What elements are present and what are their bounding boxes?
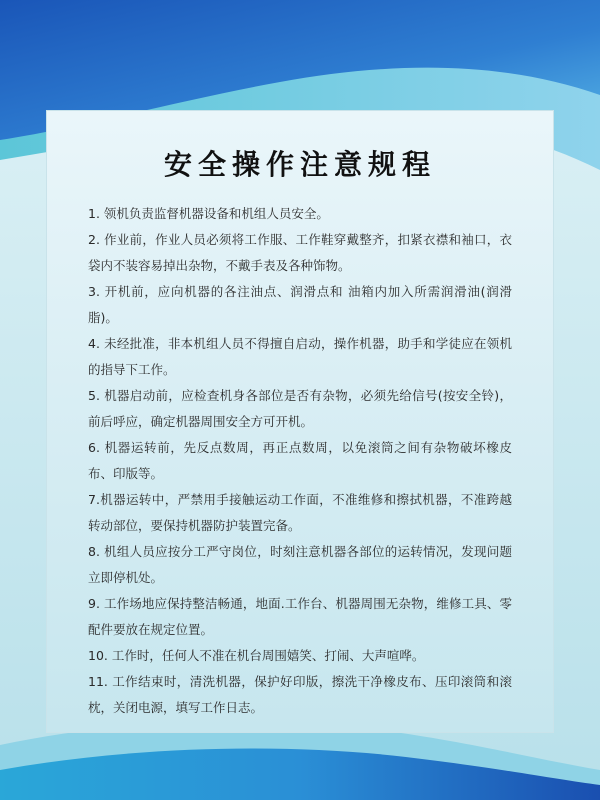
rules-list (88, 201, 512, 721)
rule-item: 7.机器运转中，严禁用手接触运动工作面，不准维修和擦拭机器，不准跨越转动部位，要保持机器防护装置完备。 (88, 492, 512, 533)
rule-item: 9. 工作场地应保持整洁畅通，地面.工作台、机器周围无杂物，维修工具、零配件要放在规定位置。 (88, 596, 512, 637)
rule-item: 6. 机器运转前，先反点数周，再正点数周，以免滚筒之间有杂物破坏橡皮布、印版等。 (88, 440, 512, 481)
rule-item: 2. 作业前，作业人员必须将工作服、工作鞋穿戴整齐，扣紧衣襟和袖口，衣袋内不装容易掉出杂物，不戴手表及各种饰物。 (88, 232, 512, 273)
rule-item: 1. 领机负责监督机器设备和机组人员安全。 (88, 206, 329, 221)
page-title: 安全操作注意规程 (163, 148, 436, 181)
rule-item: 11. 工作结束时，清洗机器，保护好印版，擦洗干净橡皮布、压印滚筒和滚枕，关闭电源，填写工作日志。 (88, 674, 512, 715)
rule-item: 3. 开机前，应向机器的各注油点、润滑点和 油箱内加入所需润滑油(润滑脂)。 (88, 284, 512, 325)
rule-item: 8. 机组人员应按分工严守岗位，时刻注意机器各部位的运转情况，发现问题立即停机处。 (88, 544, 512, 585)
rule-item: 10. 工作时，任何人不准在机台周围嬉笑、打闹、大声喧哗。 (88, 648, 425, 663)
rule-item: 5. 机器启动前，应检查机身各部位是否有杂物，必须先给信号(按安全铃)，前后呼应，确定机器周围安全方可开机。 (88, 388, 512, 429)
rule-item: 4. 未经批准，非本机组人员不得擅自启动，操作机器，助手和学徒应在领机的指导下工作。 (88, 336, 512, 377)
